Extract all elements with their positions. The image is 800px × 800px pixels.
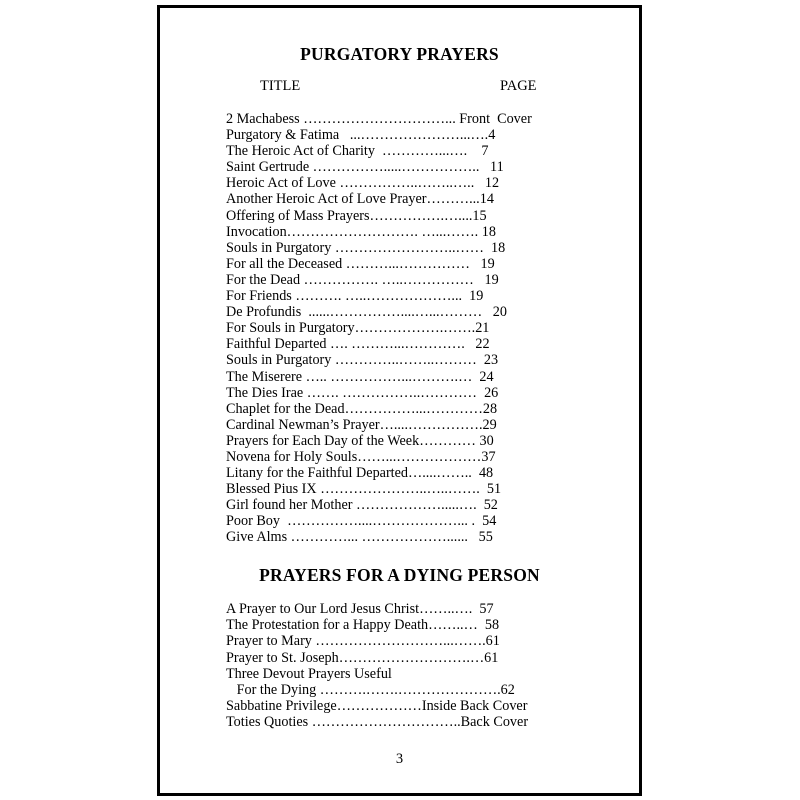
- toc-entry: Give Alms …………... ………………...... 55: [226, 529, 493, 546]
- toc-main-list: [226, 111, 571, 546]
- toc-entry: Chaplet for the Dead……………...…………28: [226, 400, 498, 417]
- toc-dying-list: [226, 601, 571, 731]
- column-header-page: PAGE: [500, 78, 537, 94]
- toc-entry: For the Dead ……………. …..…………… 19: [226, 271, 499, 288]
- toc-entry: Faithful Departed …. ………...…………. 22: [226, 336, 490, 353]
- toc-entry: Souls in Purgatory ……………………..…… 18: [226, 239, 506, 256]
- toc-entry: Toties Quoties …………………………..Back Cover: [226, 714, 529, 731]
- toc-entry: Another Heroic Act of Love Prayer………...14: [226, 191, 494, 208]
- toc-entry: The Dies Irae ……. ……………..………… 26: [226, 384, 499, 401]
- toc-entry: Prayer to Mary ………………………...…….61: [226, 633, 500, 650]
- column-header-title: TITLE: [260, 78, 301, 94]
- book-page: [157, 5, 642, 796]
- toc-entry: Sabbatine Privilege………………Inside Back Cover: [226, 698, 528, 715]
- toc-entry: Blessed Pius IX …………………..…..……. 51: [226, 481, 502, 498]
- toc-entry: For Friends ………. …..………………... 19: [226, 288, 484, 305]
- toc-entry: For the Dying ……….…….………………….62: [226, 682, 515, 699]
- toc-entry: De Profundis ......……………....…...……… 20: [226, 304, 507, 321]
- toc-entry: The Heroic Act of Charity …………...…. 7: [226, 143, 489, 160]
- toc-entry: Invocation………………………. …...……. 18: [226, 223, 496, 240]
- toc-entry: The Protestation for a Happy Death……..… 58: [226, 617, 500, 634]
- toc-entry: Girl found her Mother ……………….....…. 52: [226, 497, 498, 514]
- toc-entry: Heroic Act of Love ……………..……..….. 12: [226, 175, 500, 192]
- toc-entry: Prayer to St. Joseph……………………….…61: [226, 649, 499, 666]
- page-number: 3: [395, 751, 404, 767]
- page-title: PURGATORY PRAYERS: [300, 44, 499, 64]
- toc-entry: The Miserere ….. ……………...……….… 24: [226, 368, 494, 385]
- toc-entry: Novena for Holy Souls……...………………37: [226, 448, 496, 465]
- toc-entry: Souls in Purgatory …………..……..……… 23: [226, 352, 499, 369]
- toc-entry: Prayers for Each Day of the Week………… 30: [226, 432, 494, 449]
- page-content: [160, 8, 639, 793]
- toc-entry: Offering of Mass Prayers…………….…....15: [226, 207, 487, 224]
- toc-entry: Cardinal Newman’s Prayer…....…………….29: [226, 416, 497, 433]
- toc-entry: Poor Boy ……………....………………... . 54: [226, 513, 497, 530]
- toc-entry: Purgatory & Fatima ...…………………...….4: [226, 127, 496, 144]
- toc-entry: Three Devout Prayers Useful: [226, 665, 392, 682]
- section-title-dying: PRAYERS FOR A DYING PERSON: [259, 565, 540, 585]
- toc-entry: For all the Deceased ………...…………… 19: [226, 255, 495, 272]
- toc-entry: 2 Machabess …………………………... Front Cover: [226, 111, 532, 127]
- toc-entry: For Souls in Purgatory……………….…….21: [226, 320, 490, 337]
- toc-entry: Litany for the Faithful Departed…....…….. 48: [226, 465, 494, 482]
- toc-entry: Saint Gertrude …………….....…………….. 11: [226, 159, 504, 176]
- toc-entry: A Prayer to Our Lord Jesus Christ……..…. 57: [226, 601, 494, 617]
